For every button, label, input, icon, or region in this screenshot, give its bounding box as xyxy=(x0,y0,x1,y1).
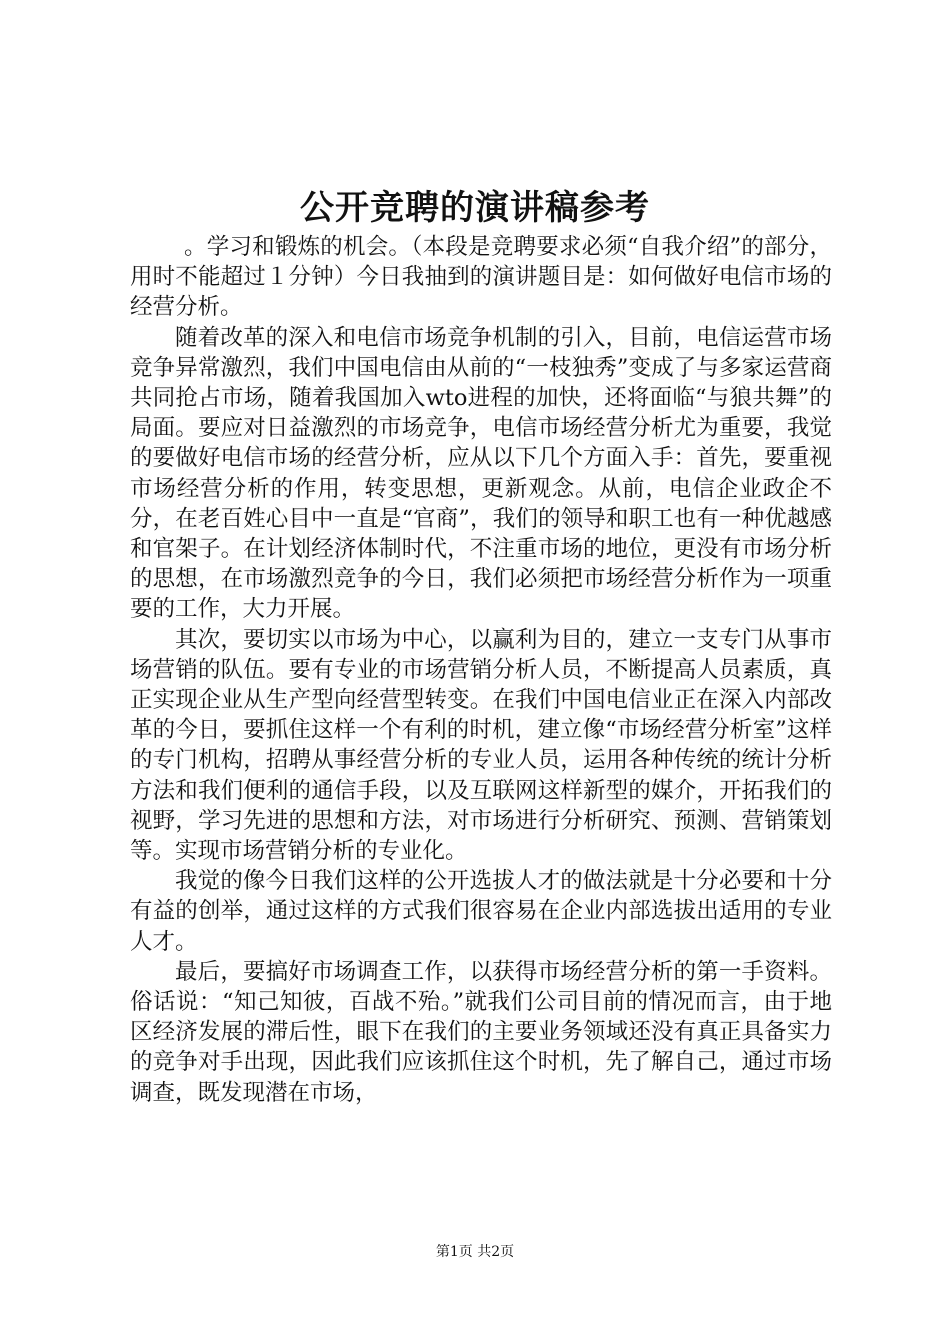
paragraph-second-point: 其次，要切实以市场为中心，以赢利为目的，建立一支专门从事市场营销的队伍。要有专业的市场营销分析人员，不断提高人员素质，真正实现企业从生产型向经营型转变。在我们中国电信业正在深入内部改革的今日，要抓住这样一个有利的时机，建立像“市场经营分析室”这样的专门机构，招聘从事经营分析的专业人员，运用各种传统的统计分析方法和我们便利的通信手段，以及互联网这样新型的媒介，开拓我们的视野，学习先进的思想和方法，对市场进行分析研究、预测、营销策划等。实现市场营销分析的专业化。 xyxy=(130,626,832,865)
document-body xyxy=(130,232,832,1108)
paragraph-selection-note: 我觉的像今日我们这样的公开选拔人才的做法就是十分必要和十分有益的创举，通过这样的方式我们很容易在企业内部选拔出适用的专业人才。 xyxy=(130,868,832,955)
page-footer: 第1页 共2页 xyxy=(435,1244,515,1260)
paragraph-last-point: 最后，要搞好市场调查工作，以获得市场经营分析的第一手资料。俗话说：“知己知彼，百战不殆。”就我们公司目前的情况而言，由于地区经济发展的滞后性，眼下在我们的主要业务领域还没有真正具备实力的竞争对手出现，因此我们应该抓住这个时机，先了解自己，通过市场调查，既发现潜在市场， xyxy=(130,958,832,1106)
document-title: 公开竞聘的演讲稿参考 xyxy=(300,188,650,228)
paragraph-first-point: 随着改革的深入和电信市场竞争机制的引入，目前，电信运营市场竞争异常激烈，我们中国电信由从前的“一枝独秀”变成了与多家运营商共同抢占市场，随着我国加入wto进程的加快，还将面临“与狼共舞”的局面。要应对日益激烈的市场竞争，电信市场经营分析尤为重要，我觉的要做好电信市场的经营分析，应从以下几个方面入手：首先，要重视市场经营分析的作用，转变思想，更新观念。从前，电信企业政企不分，在老百姓心目中一直是“官商”，我们的领导和职工也有一种优越感和官架子。在计划经济体制时代，不注重市场的地位，更没有市场分析的思想，在市场激烈竞争的今日，我们必须把市场经营分析作为一项重要的工作，大力开展。 xyxy=(130,324,832,623)
paragraph-intro: 。学习和锻炼的机会。（本段是竞聘要求必须“自我介绍”的部分，用时不能超过１分钟）今日我抽到的演讲题目是：如何做好电信市场的经营分析。 xyxy=(130,234,832,321)
